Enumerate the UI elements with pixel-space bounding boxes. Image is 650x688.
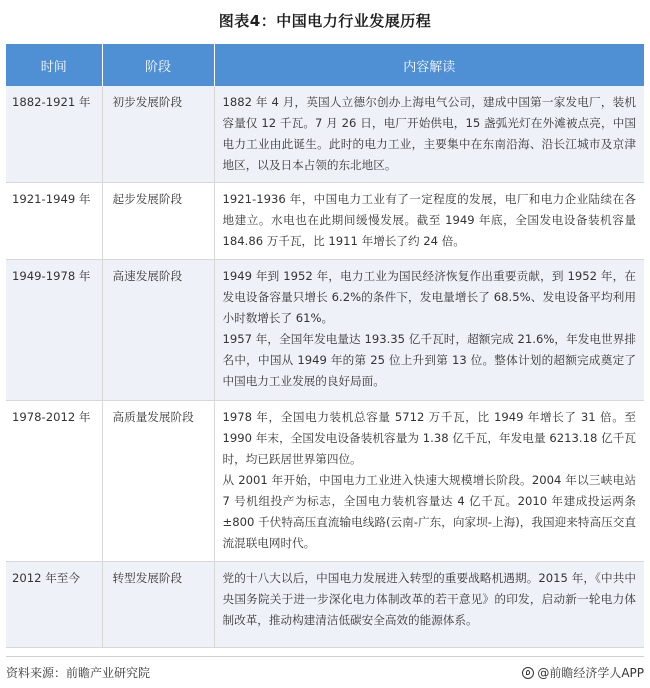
row-stage: 初步发展阶段 — [102, 86, 214, 183]
description-paragraph: 1978 年，全国电力装机总容量 5712 万千瓦，比 1949 年增长了 31 倍。至 1990 年末，全国发电设备装机容量为 1.38 亿千瓦，年发电量 6213.18 亿千瓦时，均已跃居世界第四位。 — [222, 410, 636, 466]
row-stage: 高速发展阶段 — [102, 260, 214, 401]
description-paragraph: 1957 年，全国年发电量达 193.35 亿千瓦时，超额完成 21.6%，年发电世界排名中，中国从 1949 年的第 25 位上升到第 13 位。整体计划的超额完成奠定了中国电力工业发展的良好局面。 — [222, 332, 636, 388]
qianzhan-logo-icon — [522, 667, 534, 679]
figure-title: 图表4：中国电力行业发展历程 — [218, 12, 432, 30]
row-stage: 转型发展阶段 — [102, 562, 214, 648]
description-paragraph: 1882 年 4 月，英国人立德尔创办上海电气公司，建成中国第一家发电厂，装机容量仅 12 千瓦。7 月 26 日，电厂开始供电，15 盏弧光灯在外滩被点亮，中国电力工业由此诞生。此时的电力工业，主要集中在东南沿海、沿长江城市及京津地区，以及日本占领的东北地区。 — [222, 95, 636, 172]
footer-divider — [6, 656, 644, 657]
row-description — [214, 183, 644, 260]
row-period: 1949-1978 年 — [6, 260, 102, 401]
table-row — [6, 86, 644, 183]
row-description — [214, 86, 644, 183]
header-time: 时间 — [6, 44, 102, 86]
table-row — [6, 260, 644, 401]
table-row — [6, 562, 644, 648]
header-content: 内容解读 — [214, 44, 644, 86]
table-header-row — [6, 44, 644, 86]
row-description — [214, 260, 644, 401]
row-description — [214, 401, 644, 562]
history-table — [6, 44, 644, 648]
header-stage: 阶段 — [102, 44, 214, 86]
description-paragraph: 1949 年到 1952 年，电力工业为国民经济恢复作出重要贡献，到 1952 年，在发电设备容量只增长 6.2%的条件下，发电量增长了 68.5%、发电设备平均利用小时数增长了 61%。 — [222, 269, 636, 325]
row-period: 1921-1949 年 — [6, 183, 102, 260]
description-paragraph: 1921-1936 年，中国电力工业有了一定程度的发展，电厂和电力企业陆续在各地建立。水电也在此期间缓慢发展。截至 1949 年底，全国发电设备装机容量 184.86 万千瓦，比 1911 年增长了约 24 倍。 — [222, 192, 636, 248]
row-stage: 高质量发展阶段 — [102, 401, 214, 562]
description-paragraph: 从 2001 年开始，中国电力工业进入快速大规模增长阶段。2004 年以三峡电站 7 号机组投产为标志，全国电力装机容量达 4 亿千瓦。2010 年建成投运两条±800 千伏特高压直流输电线路(云南-广东，向家坝-上海)，我国迎来特高压交直流混联电网时代。 — [222, 473, 636, 550]
description-paragraph: 党的十八大以后，中国电力发展进入转型的重要战略机遇期。2015 年，《中共中央国务院关于进一步深化电力体制改革的若干意见》的印发，启动新一轮电力体制改革，推动构建清洁低碳安全高效的能源体系。 — [222, 571, 636, 627]
row-stage: 起步发展阶段 — [102, 183, 214, 260]
row-period: 1978-2012 年 — [6, 401, 102, 562]
row-description — [214, 562, 644, 648]
brand-credit — [522, 664, 644, 681]
table-row — [6, 183, 644, 260]
brand-label: @前瞻经济学人APP — [537, 666, 644, 680]
row-period: 2012 年至今 — [6, 562, 102, 648]
row-period: 1882-1921 年 — [6, 86, 102, 183]
source-note: 资料来源：前瞻产业研究院 — [6, 666, 151, 680]
table-row — [6, 401, 644, 562]
